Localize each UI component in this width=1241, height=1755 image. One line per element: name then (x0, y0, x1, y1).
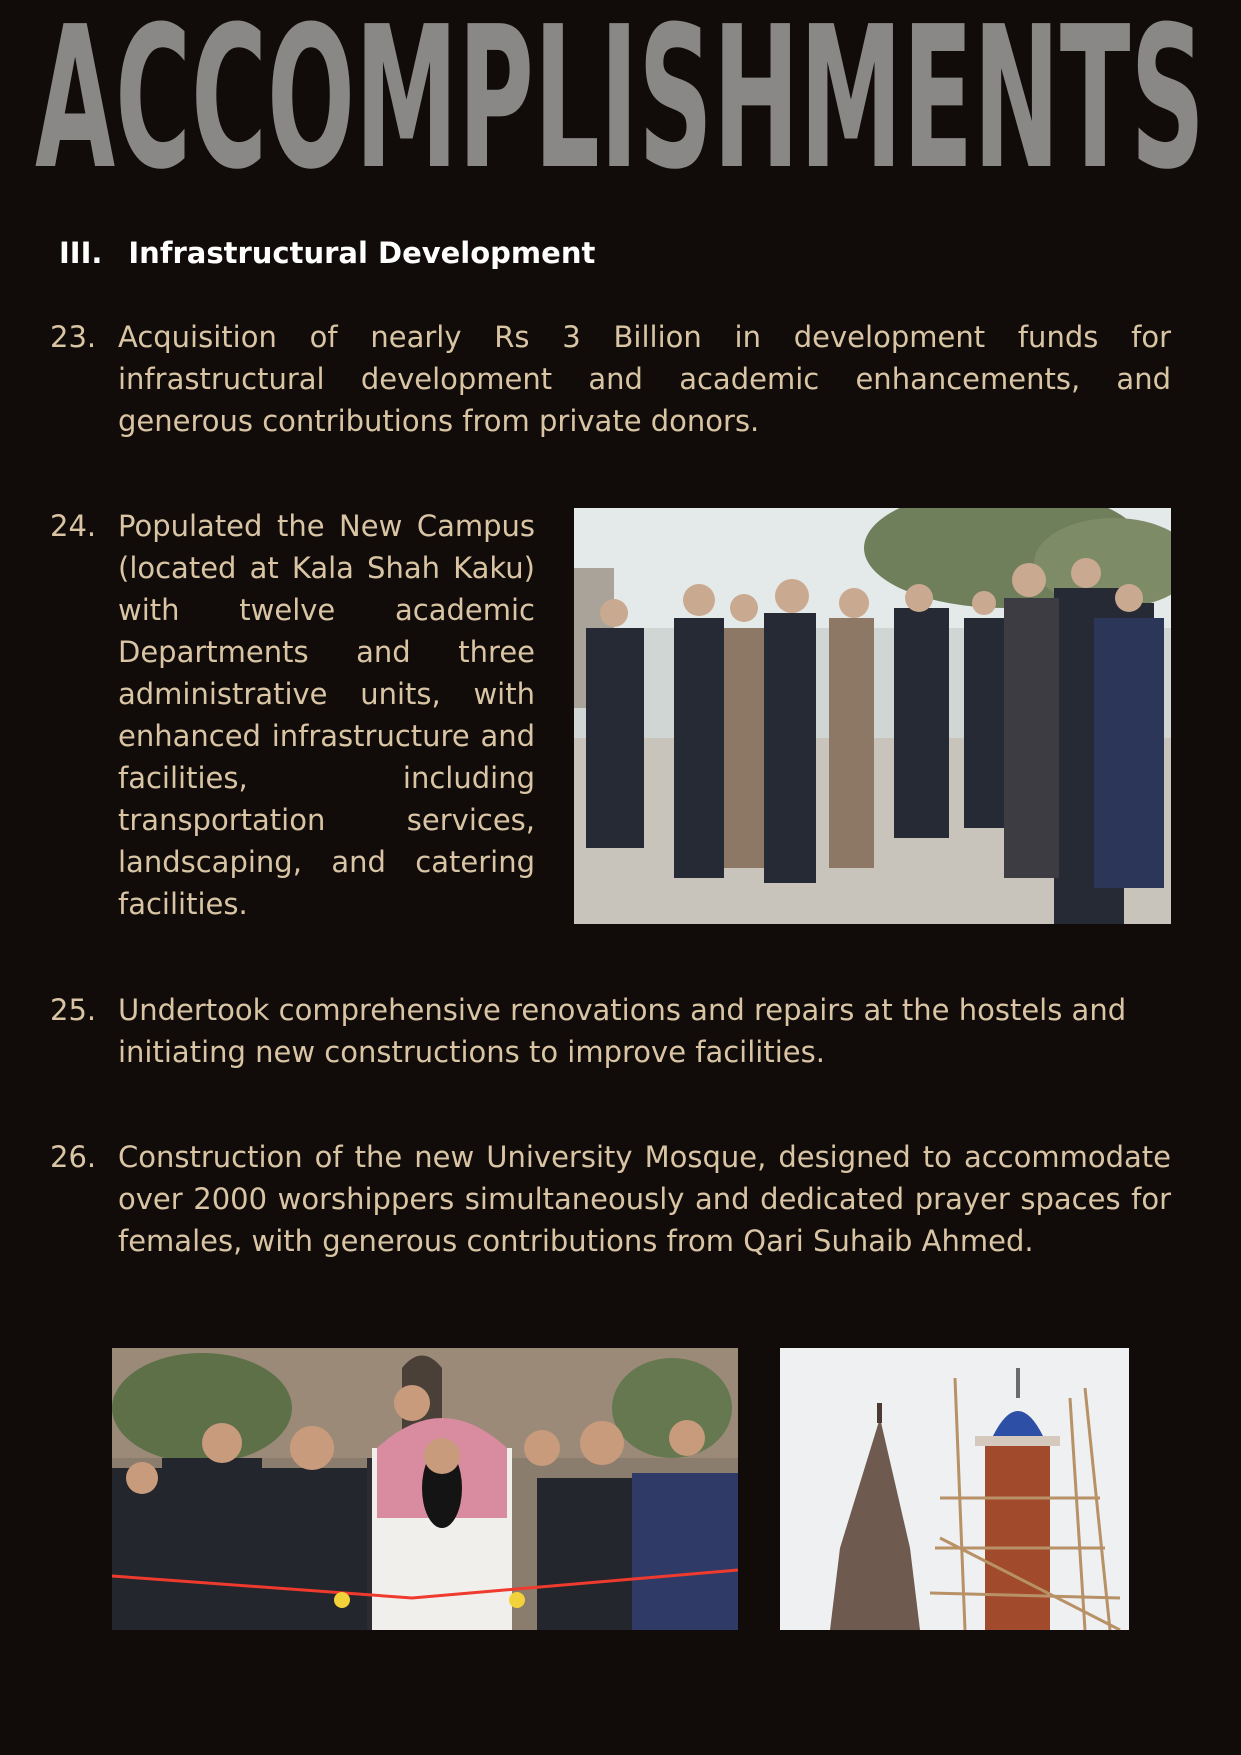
list-item (50, 989, 1171, 1073)
item-text: Undertook comprehensive renovations and repairs at the hostels and initiating new constructions to improve facilities. (118, 993, 1127, 1069)
list-item (50, 1136, 1171, 1262)
item-text: Populated the New Campus (located at Kala Shah Kaku) with twelve academic Departments and three administrative units, with enhanced infrastructure and facilities, including transportation services, landscaping, and catering facilities. (118, 509, 535, 921)
item-number: 23. (50, 320, 97, 354)
section-title: Infrastructural Development (128, 236, 596, 270)
section-numeral: III. (59, 236, 103, 270)
list-item (50, 505, 535, 925)
minaret-construction-photo (780, 1348, 1129, 1630)
item-text: Acquisition of nearly Rs 3 Billion in development funds for infrastructural development and academic enhancements, and generous contributions from private donors. (118, 320, 1171, 438)
item-number: 24. (50, 509, 97, 543)
item-number: 25. (50, 993, 97, 1027)
item-number: 26. (50, 1140, 97, 1174)
ribbon-cutting-photo (112, 1348, 738, 1630)
list-item (50, 316, 1171, 442)
section-heading (59, 236, 595, 270)
page-title-text: ACCOMPLISHMENTS (35, 6, 1205, 186)
item-text: Construction of the new University Mosque, designed to accommodate over 2000 worshippers simultaneously and dedicated prayer spaces for females, with generous contributions from Qari Suhaib Ahmed. (118, 1140, 1171, 1258)
page-title (0, 6, 1241, 186)
campus-visit-photo (574, 508, 1171, 924)
